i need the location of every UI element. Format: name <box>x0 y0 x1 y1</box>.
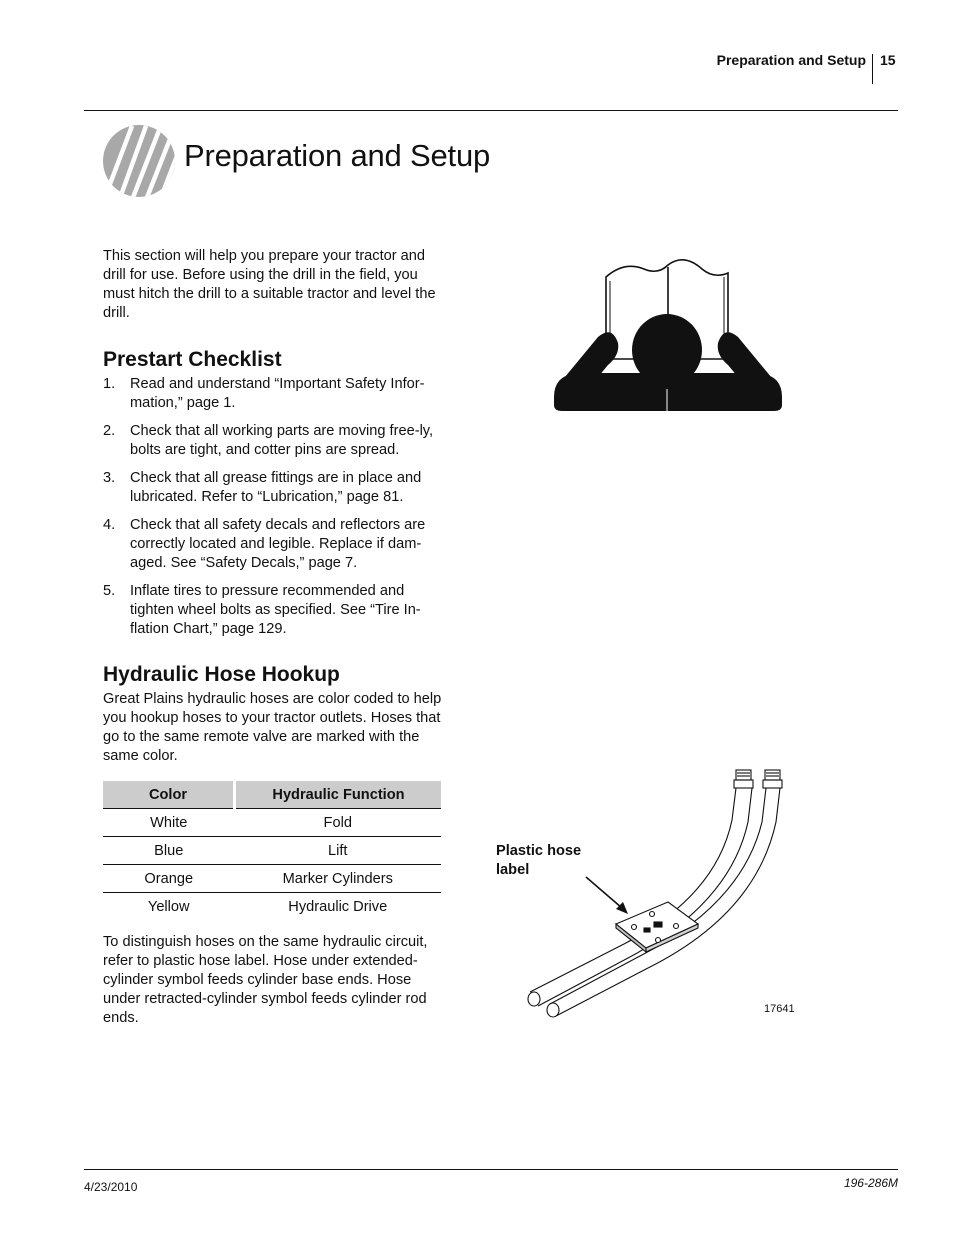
plastic-hose-label-plate <box>616 902 698 952</box>
bottom-rule <box>84 1169 898 1170</box>
table-header-row <box>103 781 441 809</box>
table-row <box>103 893 441 921</box>
table-cell: Lift <box>235 837 442 865</box>
table-cell: Hydraulic Drive <box>288 898 388 915</box>
table-cell: White <box>103 809 235 837</box>
table-row <box>103 865 441 893</box>
footer-doc-number: 196-286M <box>843 1176 898 1190</box>
table-cell: Orange <box>103 865 235 893</box>
plastic-hose-label-callout: Plastic hose label <box>496 843 582 878</box>
page-number: 15 <box>880 52 896 68</box>
header-separator <box>872 54 873 84</box>
column-header-function: Hydraulic Function <box>235 781 442 809</box>
top-rule <box>84 110 898 111</box>
table-cell: Yellow <box>147 898 190 915</box>
page-title: Preparation and Setup <box>184 138 491 173</box>
hydraulic-heading: Hydraulic Hose Hookup <box>103 663 340 686</box>
column-header-color: Color <box>103 781 235 809</box>
list-item: 4. Check that all safety decals and reflectors are correctly located and legible. Replace if dam-aged. See “Safety Decals,” page 7. <box>103 517 426 571</box>
hydraulic-paragraph: Great Plains hydraulic hoses are color coded to help you hookup hoses to your tractor outlets. Hoses that go to the same remote valve are marked with the same color. <box>103 691 442 764</box>
hose-color-table <box>103 781 441 920</box>
reading-manual-icon <box>552 255 784 421</box>
field-stripes-logo-icon <box>102 124 176 198</box>
list-item: 3. Check that all grease fittings are in place and lubricated. Refer to “Lubrication,” page 81. <box>103 470 422 505</box>
table-row <box>103 809 441 837</box>
prestart-checklist <box>103 375 443 648</box>
intro-paragraph: This section will help you prepare your tractor and drill for use. Before using the drill in the field, you must hitch the drill to a suitable tractor and level the drill. <box>103 248 436 321</box>
list-item: 5. Inflate tires to pressure recommended and tighten wheel bolts as specified. See “Tire In-flation Chart,” page 129. <box>103 583 421 637</box>
footer-date: 4/23/2010 <box>84 1180 138 1194</box>
list-item: 1. Read and understand “Important Safety Infor-mation,” page 1. <box>103 376 425 411</box>
running-header-title: Preparation and Setup <box>716 52 866 68</box>
hose-label-paragraph: To distinguish hoses on the same hydraulic circuit, refer to plastic hose label. Hose under extended-cylinder symbol feeds cylinder base ends. Hose under retracted-cylinder symbol feeds cylinder rod ends. <box>103 934 428 1026</box>
table-row <box>103 837 441 865</box>
table-cell: Marker Cylinders <box>235 865 442 893</box>
hydraulic-hoses-illustration <box>516 764 802 1026</box>
list-item: 2. Check that all working parts are moving free-ly, bolts are tight, and cotter pins are spread. <box>103 423 434 458</box>
prestart-heading: Prestart Checklist <box>103 348 282 371</box>
table-cell: Blue <box>103 837 235 865</box>
table-cell: Fold <box>235 809 442 837</box>
figure-number: 17641 <box>764 1003 795 1015</box>
